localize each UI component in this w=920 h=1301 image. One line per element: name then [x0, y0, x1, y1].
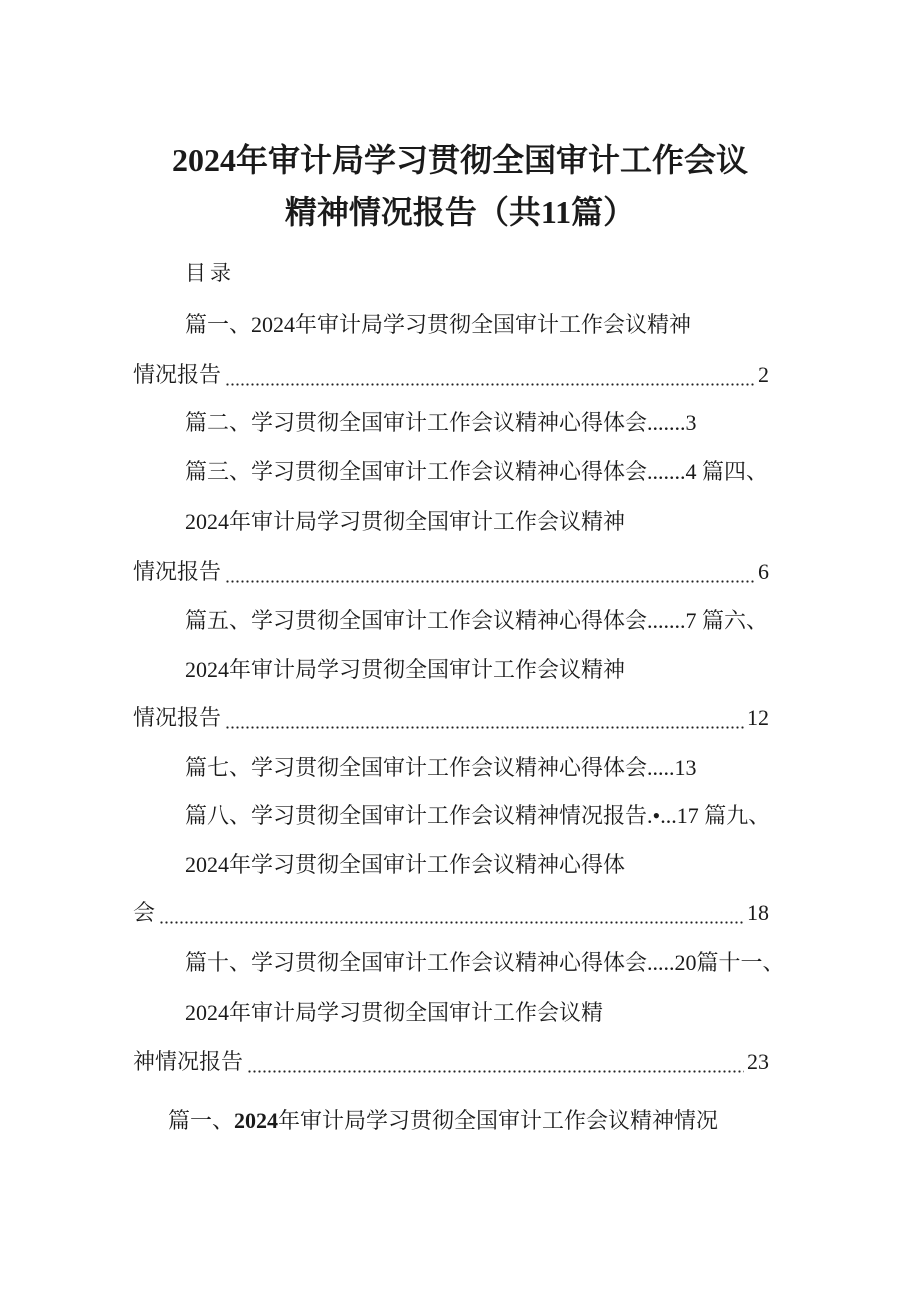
- toc-entry[interactable]: [133, 360, 769, 390]
- dot-leader: [225, 360, 755, 390]
- title-line-1: 2024年审计局学习贯彻全国审计工作会议: [171, 142, 748, 178]
- toc-entry[interactable]: [133, 557, 769, 587]
- toc-line[interactable]: 篇八、学习贯彻全国审计工作会议精神情况报告.•...17 篇九、: [185, 803, 771, 828]
- section-heading-prefix: 篇一、: [168, 1108, 235, 1133]
- toc-line[interactable]: 篇二、学习贯彻全国审计工作会议精神心得体会.......3: [185, 410, 697, 435]
- dot-leader: [225, 703, 744, 733]
- toc-page-number: 18: [747, 900, 769, 925]
- toc-page-number: 23: [747, 1049, 769, 1074]
- toc-heading: 目录: [185, 261, 235, 285]
- toc-line[interactable]: 篇七、学习贯彻全国审计工作会议精神心得体会.....13: [185, 755, 697, 780]
- toc-line[interactable]: 篇一、2024年审计局学习贯彻全国审计工作会议精神: [185, 312, 692, 337]
- toc-entry-label: 情况报告: [133, 705, 222, 730]
- toc-line[interactable]: 2024年审计局学习贯彻全国审计工作会议精: [185, 1000, 604, 1025]
- toc-entry[interactable]: [133, 1047, 769, 1077]
- toc-line[interactable]: 篇十、学习贯彻全国审计工作会议精神心得体会.....20篇十一、: [185, 950, 785, 975]
- toc-line[interactable]: 2024年审计局学习贯彻全国审计工作会议精神: [185, 509, 626, 534]
- toc-line[interactable]: 篇五、学习贯彻全国审计工作会议精神心得体会.......7 篇六、: [185, 608, 769, 633]
- toc-entry-label: 情况报告: [133, 362, 222, 387]
- dot-leader: [247, 1047, 744, 1077]
- title-line-2: 精神情况报告（共11篇）: [284, 194, 636, 230]
- section-heading: [168, 1106, 718, 1136]
- dot-leader: [225, 557, 755, 587]
- toc-line[interactable]: 篇三、学习贯彻全国审计工作会议精神心得体会.......4 篇四、: [185, 459, 769, 484]
- toc-line[interactable]: 2024年审计局学习贯彻全国审计工作会议精神: [185, 657, 626, 682]
- toc-line[interactable]: 2024年学习贯彻全国审计工作会议精神心得体: [185, 852, 626, 877]
- toc-entry[interactable]: [133, 703, 769, 733]
- toc-page-number: 12: [747, 705, 769, 730]
- toc-entry-label: 会: [133, 900, 156, 925]
- toc-entry-label: 神情况报告: [133, 1049, 244, 1074]
- toc-entry-label: 情况报告: [133, 559, 222, 584]
- toc-page-number: 6: [758, 559, 769, 584]
- toc-entry[interactable]: [133, 898, 769, 928]
- dot-leader: [159, 898, 744, 928]
- toc-page-number: 2: [758, 362, 769, 387]
- section-heading-text: 年审计局学习贯彻全国审计工作会议精神情况: [278, 1108, 719, 1133]
- section-heading-year: 2024: [234, 1108, 279, 1133]
